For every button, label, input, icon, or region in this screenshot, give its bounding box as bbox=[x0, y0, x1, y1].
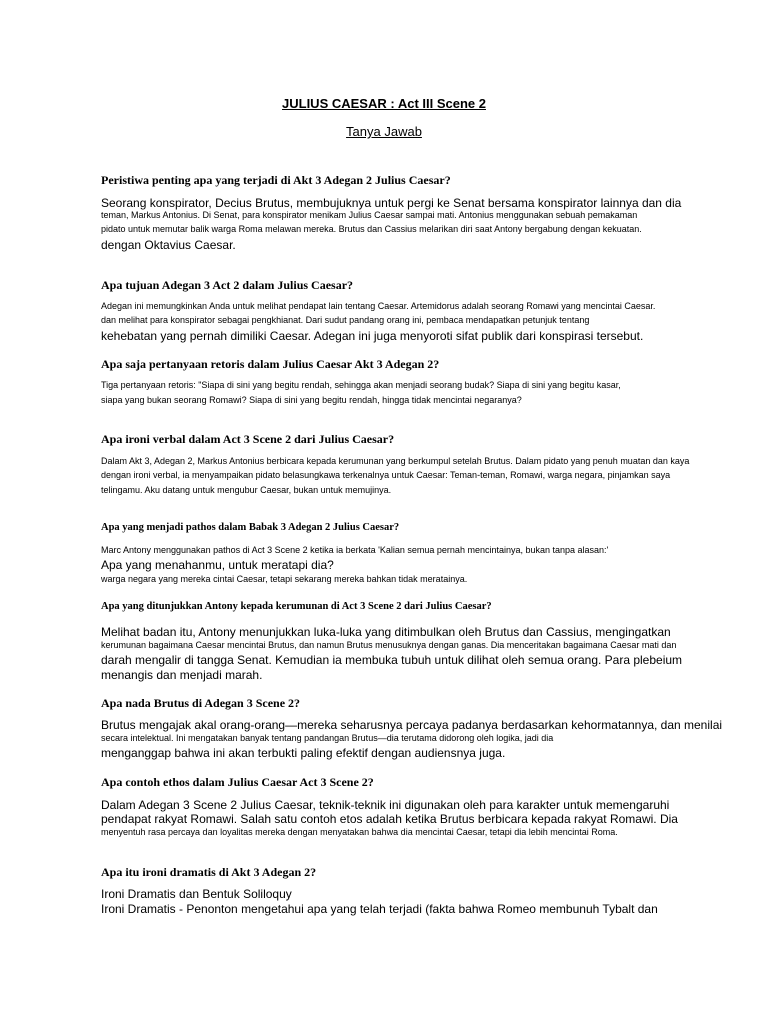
answer-line: Seorang konspirator, Decius Brutus, membujuknya untuk pergi ke Senat bersama konspirator lainnya dan dia bbox=[101, 196, 682, 210]
answer-line: Ironi Dramatis dan Bentuk Soliloquy bbox=[101, 887, 292, 901]
answer-line: darah mengalir di tangga Senat. Kemudian ia membuka tubuh untuk dilihat oleh semua orang. Para plebeium bbox=[101, 653, 683, 667]
question-heading: Apa itu ironi dramatis di Akt 3 Adegan 2? bbox=[101, 865, 317, 879]
answer-line: siapa yang bukan seorang Romawi? Siapa di sini yang begitu rendah, hingga tidak mencintai negaranya? bbox=[101, 395, 522, 405]
question-heading: Apa tujuan Adegan 3 Act 2 dalam Julius Caesar? bbox=[101, 278, 354, 292]
answer-line: Melihat badan itu, Antony menunjukkan luka-luka yang ditimbulkan oleh Brutus dan Cassius, mengingatkan bbox=[101, 625, 671, 639]
answer-line: pidato untuk memutar balik warga Roma melawan mereka. Brutus dan Cassius melarikan diri saat Antony bergabung dengan kekuatan. bbox=[101, 224, 642, 234]
answer-line: Dalam Akt 3, Adegan 2, Markus Antonius berbicara kepada kerumunan yang berkumpul setelah Brutus. Dalam pidato yang penuh muatan dan kaya bbox=[101, 456, 690, 466]
answer-line: Tiga pertanyaan retoris: "Siapa di sini yang begitu rendah, sehingga akan menjadi seorang budak? Siapa di sini yang begitu kasar, bbox=[101, 380, 621, 390]
answer-line: kerumunan bagaimana Caesar mencintai Brutus, dan namun Brutus menusuknya dengan ganas. Dia menceritakan bagaimana Caesar mati dan bbox=[101, 640, 677, 650]
answer-line: menganggap bahwa ini akan terbukti paling efektif dengan audiensnya juga. bbox=[101, 746, 506, 760]
answer-line: Ironi Dramatis - Penonton mengetahui apa yang telah terjadi (fakta bahwa Romeo membunuh Tybalt dan bbox=[101, 902, 658, 916]
answer-line: kehebatan yang pernah dimiliki Caesar. Adegan ini juga menyoroti sifat publik dari konspirasi tersebut. bbox=[101, 329, 644, 343]
question-heading: Peristiwa penting apa yang terjadi di Akt 3 Adegan 2 Julius Caesar? bbox=[101, 173, 451, 187]
answer-line: dengan Oktavius Caesar. bbox=[101, 238, 236, 252]
question-heading: Apa yang menjadi pathos dalam Babak 3 Adegan 2 Julius Caesar? bbox=[101, 522, 400, 533]
answer-line: teman, Markus Antonius. Di Senat, para konspirator menikam Julius Caesar sampai mati. Antonius menggunakan sebuah pemakaman bbox=[101, 210, 638, 220]
answer-line: secara intelektual. Ini mengatakan banyak tentang pandangan Brutus—dia terutama didorong oleh logika, jadi dia bbox=[101, 733, 554, 743]
answer-line: dan melihat para konspirator sebagai pengkhianat. Dari sudut pandang orang ini, pembaca mendapatkan petunjuk tentang bbox=[101, 315, 590, 325]
answer-line: Marc Antony menggunakan pathos di Act 3 Scene 2 ketika ia berkata 'Kalian semua pernah mencintainya, bukan tanpa alasan:' bbox=[101, 545, 609, 555]
question-heading: Apa contoh ethos dalam Julius Caesar Act 3 Scene 2? bbox=[101, 775, 374, 789]
document-subtitle: Tanya Jawab bbox=[346, 124, 422, 139]
answer-line: warga negara yang mereka cintai Caesar, tetapi sekarang mereka bahkan tidak meratainya. bbox=[101, 574, 468, 584]
answer-line: Apa yang menahanmu, untuk meratapi dia? bbox=[101, 558, 334, 572]
document-title: JULIUS CAESAR : Act III Scene 2 bbox=[282, 96, 486, 111]
answer-line: Brutus mengajak akal orang-orang—mereka seharusnya percaya padanya berdasarkan kehormatannya, dan menilai bbox=[101, 718, 723, 732]
question-heading: Apa nada Brutus di Adegan 3 Scene 2? bbox=[101, 696, 301, 710]
answer-line: pendapat rakyat Romawi. Salah satu contoh etos adalah ketika Brutus berbicara kepada rakyat Romawi. Dia bbox=[101, 812, 678, 826]
question-heading: Apa ironi verbal dalam Act 3 Scene 2 dari Julius Caesar? bbox=[101, 432, 395, 446]
answer-line: dengan ironi verbal, ia menyampaikan pidato belasungkawa terkenalnya untuk Caesar: Teman-teman, Romawi, warga negara, pinjamkan saya bbox=[101, 470, 671, 480]
answer-line: Adegan ini memungkinkan Anda untuk melihat pendapat lain tentang Caesar. Artemidorus adalah seorang Romawi yang mencintai Caesar. bbox=[101, 301, 656, 311]
answer-line: menangis dan menjadi marah. bbox=[101, 668, 263, 682]
answer-line: menyentuh rasa percaya dan loyalitas mereka dengan menyatakan bahwa dia mencintai Caesar, tetapi dia lebih mencintai Roma. bbox=[101, 827, 618, 837]
answer-line: telingamu. Aku datang untuk mengubur Caesar, bukan untuk memujinya. bbox=[101, 485, 392, 495]
question-heading: Apa saja pertanyaan retoris dalam Julius Caesar Akt 3 Adegan 2? bbox=[101, 357, 440, 371]
answer-line: Dalam Adegan 3 Scene 2 Julius Caesar, teknik-teknik ini digunakan oleh para karakter untuk memengaruhi bbox=[101, 798, 670, 812]
question-heading: Apa yang ditunjukkan Antony kepada kerumunan di Act 3 Scene 2 dari Julius Caesar? bbox=[101, 601, 492, 612]
